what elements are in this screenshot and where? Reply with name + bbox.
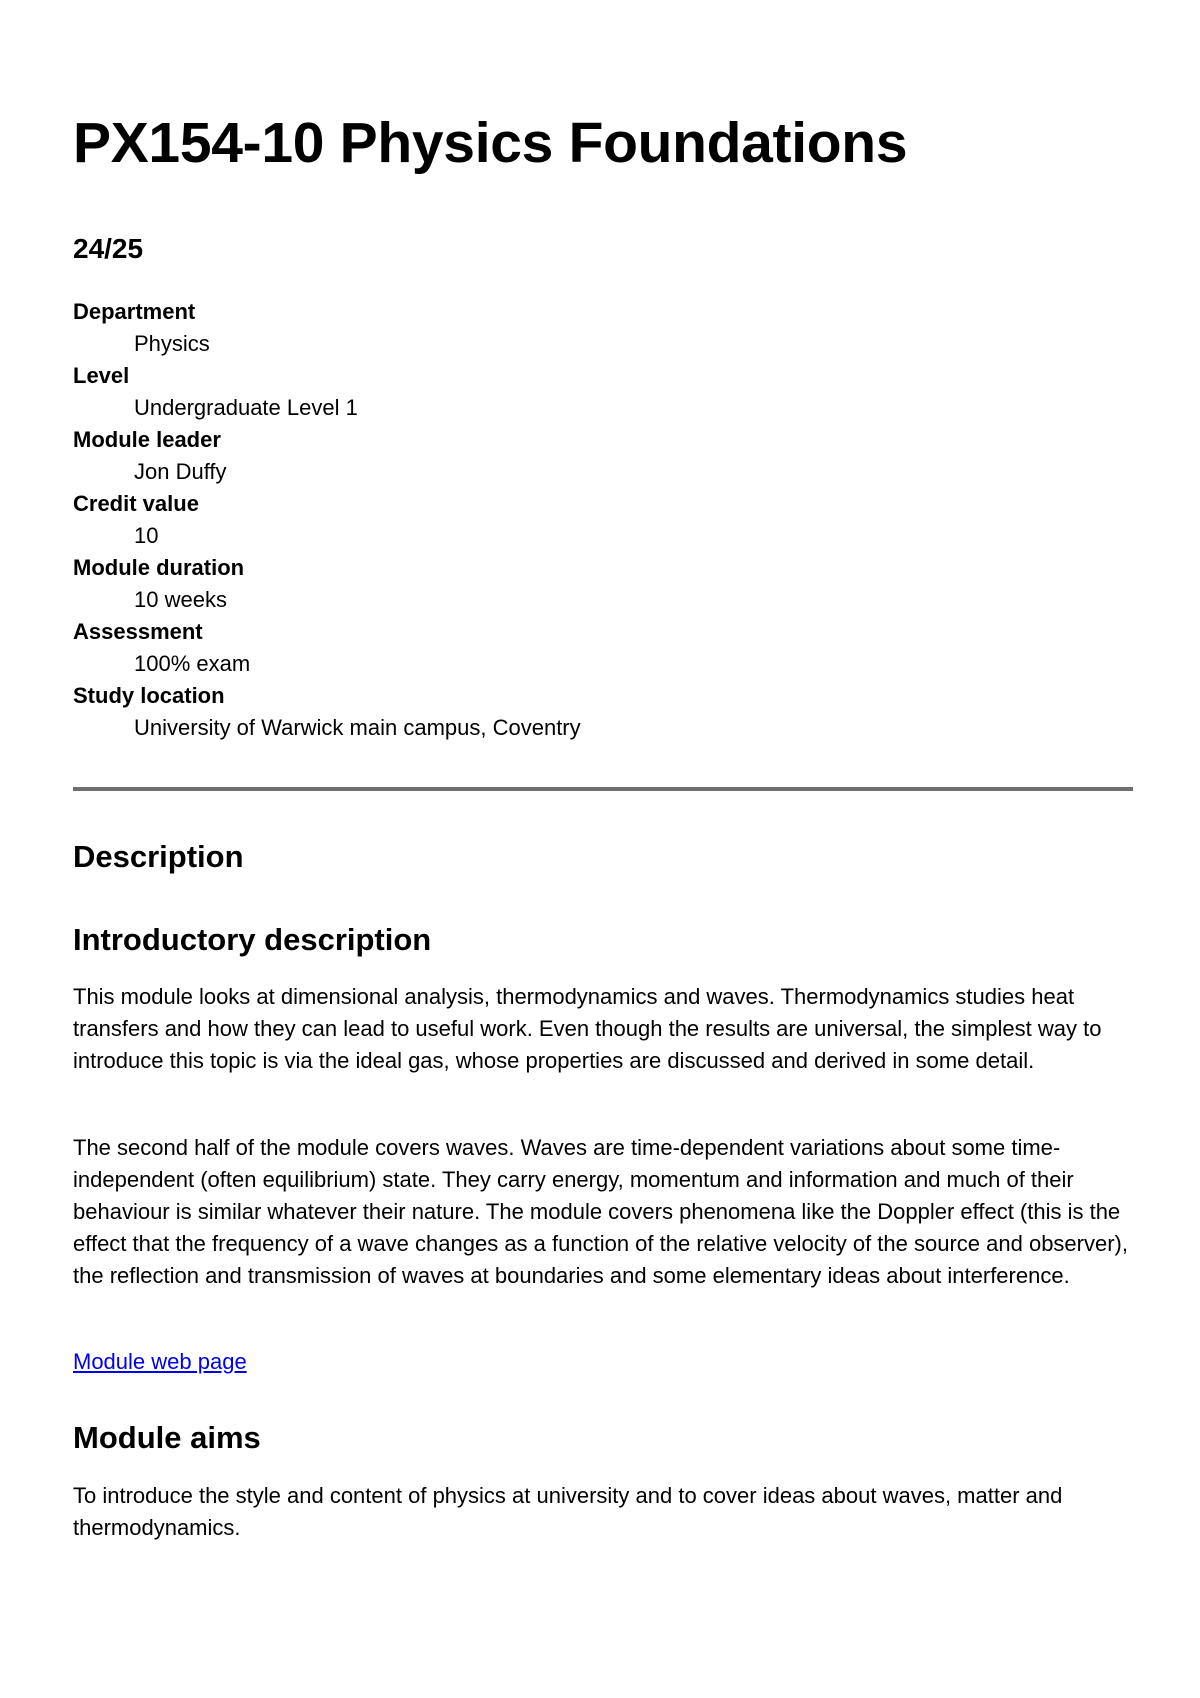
- description-heading: Description: [73, 839, 244, 874]
- detail-value-assessment: 100% exam: [134, 651, 251, 676]
- detail-value-credit-value: 10: [134, 523, 159, 548]
- detail-label-module-leader: Module leader: [73, 427, 221, 452]
- detail-label-assessment: Assessment: [73, 619, 203, 644]
- introductory-description-heading: Introductory description: [73, 922, 432, 957]
- page-title: PX154-10 Physics Foundations: [73, 111, 908, 175]
- section-divider: [73, 787, 1133, 791]
- intro-paragraph-1: This module looks at dimensional analysis, thermodynamics and waves. Thermodynamics studies heat transfers and how they can lead to useful work. Even though the results are universal, the simplest way to introduce this topic is via the ideal gas, whose properties are discussed and derived in some detail.: [73, 984, 1102, 1073]
- detail-label-level: Level: [73, 363, 130, 388]
- module-aims-text: To introduce the style and content of physics at university and to cover ideas about waves, matter and thermodynamics.: [73, 1483, 1063, 1540]
- intro-paragraph-2: The second half of the module covers waves. Waves are time-dependent variations about some time-independent (often equilibrium) state. They carry energy, momentum and information and much of their behaviour is similar whatever their nature. The module covers phenomena like the Doppler effect (this is the effect that the frequency of a wave changes as a function of the relative velocity of the source and observer), the reflection and transmission of waves at boundaries and some elementary ideas about interference.: [73, 1135, 1128, 1288]
- module-details-list: [73, 296, 581, 744]
- detail-label-department: Department: [73, 299, 196, 324]
- detail-value-module-leader: Jon Duffy: [134, 459, 227, 484]
- detail-value-module-duration: 10 weeks: [134, 587, 227, 612]
- detail-value-level: Undergraduate Level 1: [134, 395, 358, 420]
- detail-label-study-location: Study location: [73, 683, 225, 708]
- module-aims-heading: Module aims: [73, 1420, 261, 1455]
- detail-label-credit-value: Credit value: [73, 491, 199, 516]
- module-web-page-link[interactable]: Module web page: [73, 1349, 247, 1374]
- detail-value-study-location: University of Warwick main campus, Coventry: [134, 715, 581, 740]
- academic-year: 24/25: [73, 233, 144, 264]
- detail-value-department: Physics: [134, 331, 210, 356]
- detail-label-module-duration: Module duration: [73, 555, 245, 580]
